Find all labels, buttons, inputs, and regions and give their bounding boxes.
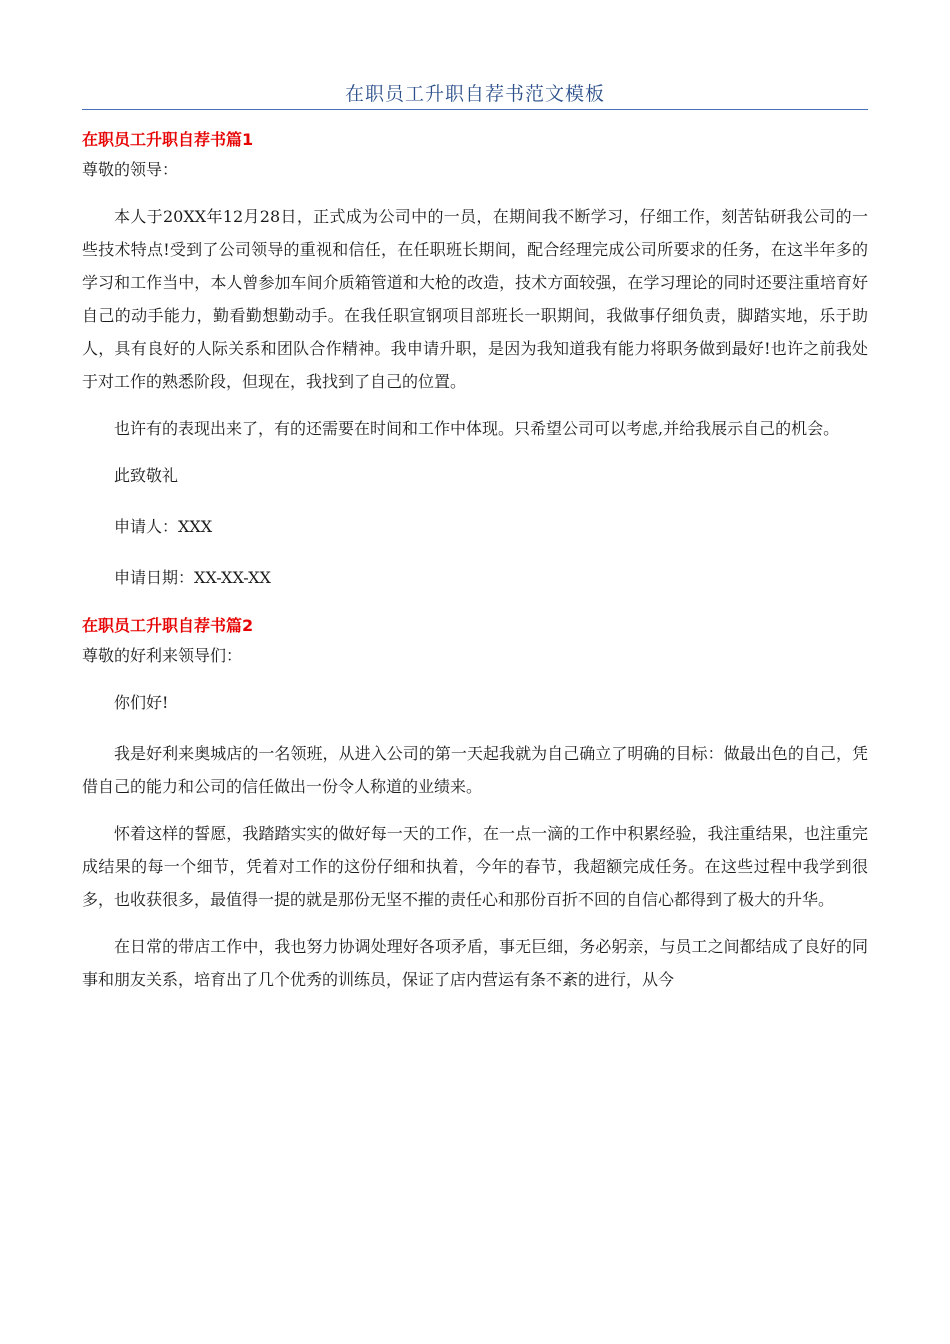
application-date: 申请日期：XX-XX-XX [114, 568, 271, 587]
body-paragraph: 本人于20XX年12月28日，正式成为公司中的一员，在期间我不断学习，仔细工作，刻苦钻研我公司的一些技术特点!受到了公司领导的重视和信任，在任职班长期间，配合经理完成公司所要求的任务，在这半年多的学习和工作当中，本人曾参加车间介质箱管道和大枪的改造，技术方面较强，在学习理论的同时还要注重培育好自己的动手能力，勤看勤想勤动手。在我任职宣钢项目部班长一职期间，我做事仔细负责，脚踏实地，乐于助人，具有良好的人际关系和团队合作精神。我申请升职，是因为我知道我有能力将职务做到最好!也许之前我处于对工作的熟悉阶段，但现在，我找到了自己的位置。 [82, 207, 868, 391]
section-heading: 在职员工升职自荐书篇2 [82, 616, 254, 635]
document-body [82, 126, 868, 1010]
section-1 [82, 126, 868, 594]
body-paragraph: 我是好利来奥城店的一名领班，从进入公司的第一天起我就为自己确立了明确的目标：做最出色的自己，凭借自己的能力和公司的信任做出一份令人称道的业绩来。 [82, 744, 868, 796]
greeting: 你们好! [114, 693, 169, 712]
salutation: 尊敬的好利来领导们： [82, 646, 243, 665]
body-paragraph: 也许有的表现出来了，有的还需要在时间和工作中体现。只希望公司可以考虑,并给我展示自己的机会。 [114, 419, 840, 438]
body-paragraph: 怀着这样的誓愿，我踏踏实实的做好每一天的工作，在一点一滴的工作中积累经验，我注重结果，也注重完成结果的每一个细节，凭着对工作的这份仔细和执着，今年的春节，我超额完成任务。在这些过程中我学到很多，也收获很多，最值得一提的就是那份无坚不摧的责任心和那份百折不回的自信心都得到了极大的升华。 [82, 824, 868, 909]
title-divider [82, 109, 868, 110]
closing-greeting: 此致敬礼 [114, 466, 179, 485]
section-heading: 在职员工升职自荐书篇1 [82, 130, 254, 149]
section-2 [82, 612, 868, 996]
document-title: 在职员工升职自荐书范文模板 [344, 83, 605, 105]
body-paragraph: 在日常的带店工作中，我也努力协调处理好各项矛盾，事无巨细，务必躬亲，与员工之间都结成了良好的同事和朋友关系，培育出了几个优秀的训练员，保证了店内营运有条不紊的进行，从今 [82, 937, 868, 989]
salutation: 尊敬的领导： [82, 160, 179, 179]
applicant-name: 申请人：XXX [114, 517, 213, 536]
